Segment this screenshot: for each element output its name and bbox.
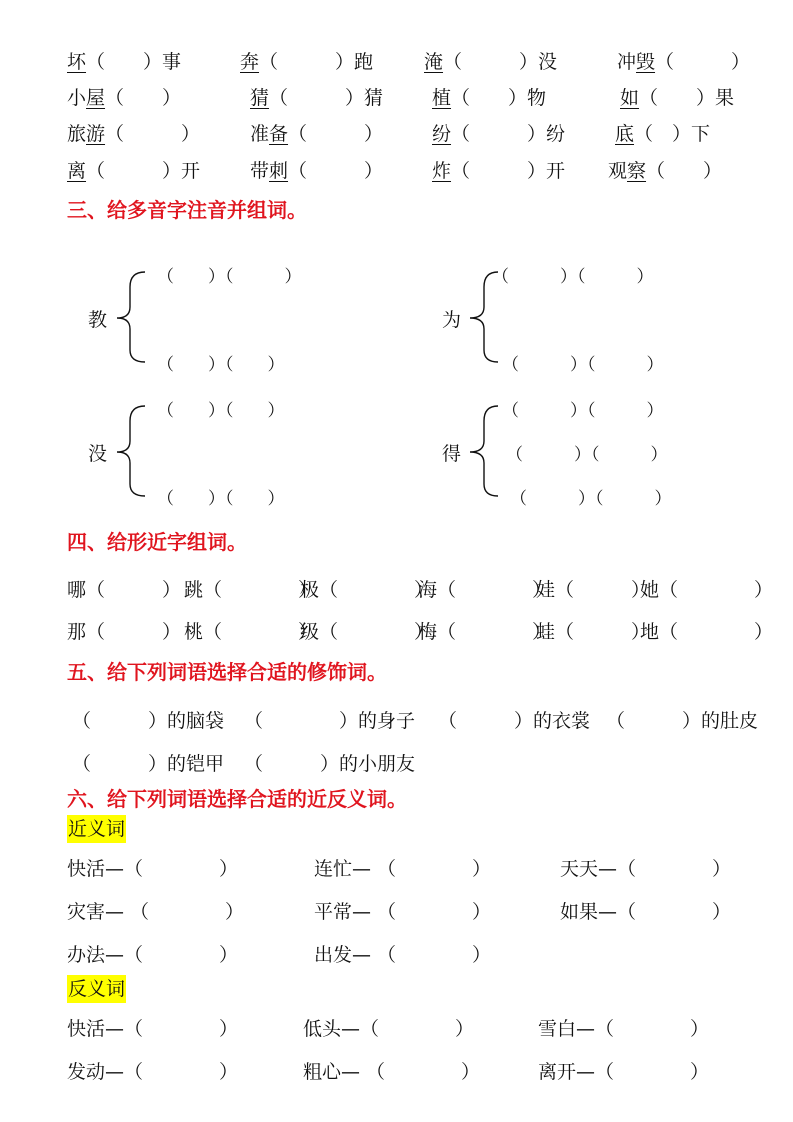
similar-char-item: 跳（ ） — [184, 579, 318, 601]
brace-icon — [85, 262, 165, 372]
similar-char-row — [0, 616, 793, 648]
word-item: 纷（ ）纷 — [432, 123, 566, 145]
word-item: 小屋（ ） — [67, 87, 182, 109]
antonym-item: 离开—（ ） — [538, 1061, 710, 1083]
word-item: 如（ ）果 — [620, 87, 735, 109]
paren-blank: （ ）（ ） — [502, 355, 664, 375]
polyphone-group — [85, 262, 345, 375]
paren-blank: （ ）（ ） — [157, 355, 285, 375]
word-item: 观察（ ） — [608, 160, 723, 182]
similar-char-item: 那（ ） — [67, 621, 182, 643]
antonym-row — [0, 1056, 793, 1088]
paren-blank: （ ）（ ） — [502, 401, 664, 421]
polyphone-char: 教 — [88, 309, 108, 331]
word-item: 奔（ ）跑 — [240, 51, 374, 73]
word-item: 带刺（ ） — [250, 160, 384, 182]
similar-char-item: 极（ ） — [300, 579, 434, 601]
similar-char-item: 娃（ ） — [536, 579, 651, 601]
word-item: 冲毁（ ） — [617, 51, 751, 73]
similar-char-item: 桃（ ） — [184, 621, 318, 643]
similar-char-item: 地（ ） — [640, 621, 774, 643]
word-item: 猜（ ）猜 — [250, 87, 384, 109]
antonym-item: 低头—（ ） — [303, 1018, 475, 1040]
modifier-item: （ ）的脑袋 — [72, 710, 225, 732]
word-item: 准备（ ） — [250, 123, 384, 145]
antonyms-label: 反义词 — [67, 975, 126, 1003]
antonym-item: 发动—（ ） — [67, 1061, 239, 1083]
synonym-item: 灾害— （ ） — [67, 901, 245, 923]
synonyms-label: 近义词 — [67, 815, 126, 843]
paren-blank: （ ）（ ） — [157, 267, 302, 287]
section-heading: 六、给下列词语选择合适的近反义词。 — [67, 787, 407, 811]
section-heading: 三、给多音字注音并组词。 — [67, 198, 307, 222]
modifier-item: （ ）的衣裳 — [438, 710, 591, 732]
modifier-item: （ ）的铠甲 — [72, 753, 225, 775]
similar-char-item: 哪（ ） — [67, 579, 182, 601]
antonym-row — [0, 1013, 793, 1045]
word-item: 坏（ ）事 — [67, 51, 182, 73]
polyphone-char: 为 — [442, 309, 462, 331]
synonym-item: 天天—（ ） — [560, 858, 732, 880]
word-row — [0, 155, 793, 187]
similar-char-item: 海（ ） — [418, 579, 552, 601]
polyphone-group — [85, 396, 345, 509]
antonym-item: 快活—（ ） — [67, 1018, 239, 1040]
word-item: 植（ ）物 — [432, 87, 547, 109]
word-item: 旅游（ ） — [67, 123, 201, 145]
modifier-row — [0, 748, 793, 780]
word-item: 淹（ ）没 — [424, 51, 558, 73]
antonym-item: 粗心— （ ） — [303, 1061, 481, 1083]
synonym-item: 快活—（ ） — [67, 858, 239, 880]
polyphone-char: 没 — [88, 443, 108, 465]
polyphone-group — [440, 262, 720, 375]
paren-blank: （ ）（ ） — [506, 445, 668, 465]
modifier-row — [0, 705, 793, 737]
paren-blank: （ ）（ ） — [157, 489, 285, 509]
word-item: 炸（ ）开 — [432, 160, 566, 182]
section-heading: 四、给形近字组词。 — [67, 530, 247, 554]
synonym-item: 如果—（ ） — [560, 901, 732, 923]
synonym-item: 连忙— （ ） — [314, 858, 492, 880]
similar-char-item: 蛙（ ） — [536, 621, 651, 643]
section-heading: 五、给下列词语选择合适的修饰词。 — [67, 660, 387, 684]
polyphone-char: 得 — [442, 443, 462, 465]
word-item: 底（ ）下 — [615, 123, 711, 145]
synonym-item: 办法—（ ） — [67, 944, 239, 966]
antonym-item: 雪白—（ ） — [538, 1018, 710, 1040]
synonym-item: 平常— （ ） — [314, 901, 492, 923]
synonym-row — [0, 853, 793, 885]
word-row — [0, 46, 793, 78]
similar-char-item: 梅（ ） — [418, 621, 552, 643]
brace-icon — [85, 396, 165, 506]
modifier-item: （ ）的小朋友 — [244, 753, 416, 775]
word-item: 离（ ）开 — [67, 160, 201, 182]
paren-blank: （ ）（ ） — [492, 267, 654, 287]
polyphone-group — [440, 396, 720, 509]
modifier-item: （ ）的肚皮 — [606, 710, 759, 732]
similar-char-item: 她（ ） — [640, 579, 774, 601]
synonym-row — [0, 939, 793, 971]
paren-blank: （ ）（ ） — [510, 489, 672, 509]
word-row — [0, 82, 793, 114]
synonym-row — [0, 896, 793, 928]
synonym-item: 出发— （ ） — [314, 944, 492, 966]
similar-char-item: 级（ ） — [300, 621, 434, 643]
word-row — [0, 118, 793, 150]
paren-blank: （ ）（ ） — [157, 401, 285, 421]
modifier-item: （ ）的身子 — [244, 710, 416, 732]
similar-char-row — [0, 574, 793, 606]
